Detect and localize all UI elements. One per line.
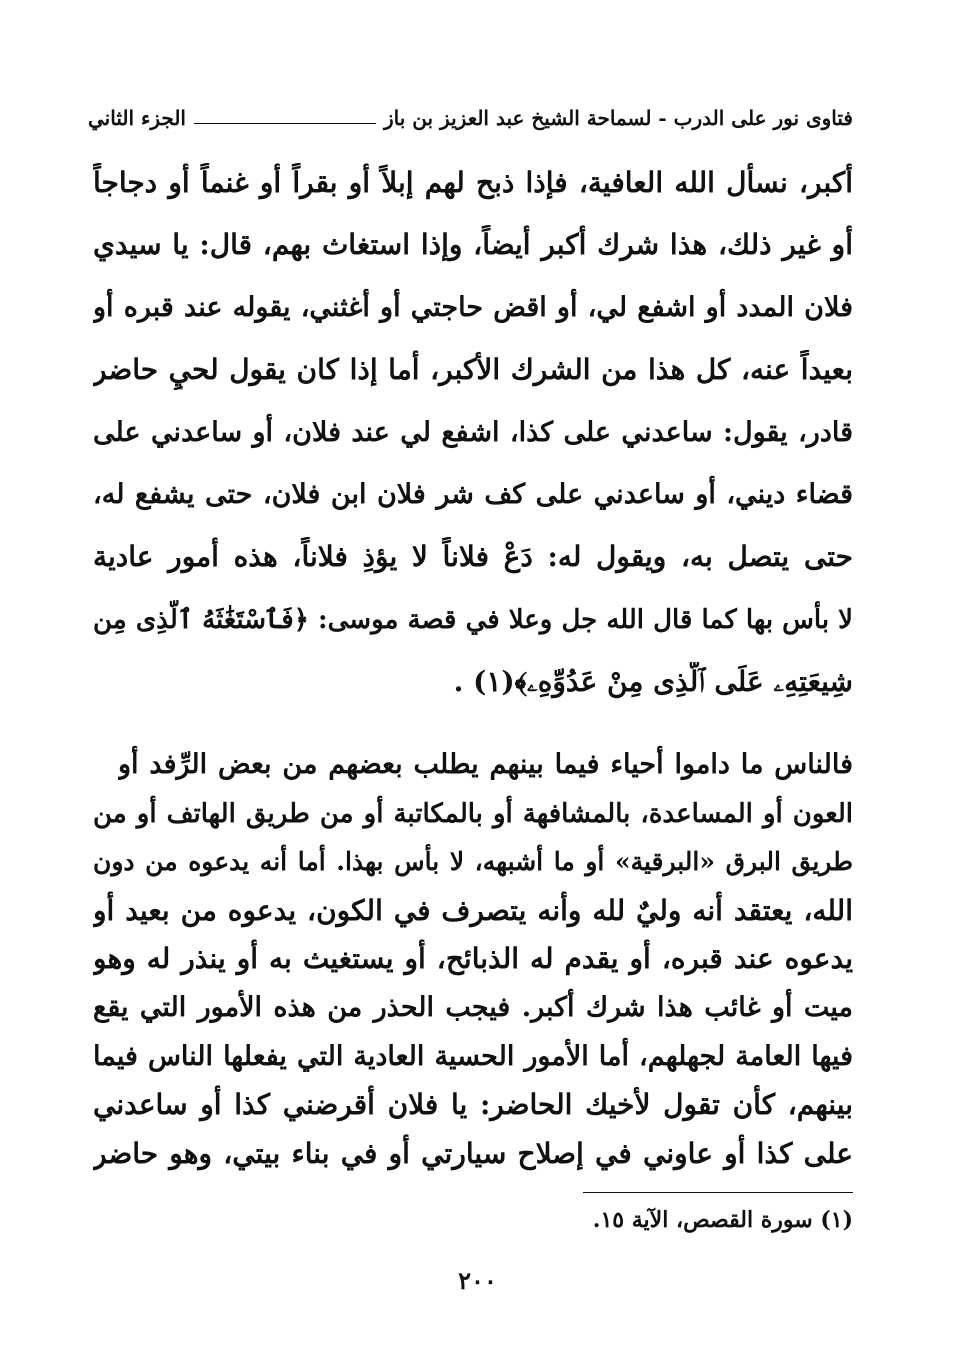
- footnote: (١) سورة القصص، الآية ١٥.: [592, 1207, 853, 1233]
- text-line: ميت أو غائب هذا شرك أكبر. فيجب الحذر من هذه الأمور التي يقع: [93, 992, 853, 1023]
- text-line: يدعوه عند قبره، أو يقدم له الذبائح، أو يستغيث به أو ينذر له وهو: [93, 942, 853, 976]
- quran-verse-line: شِيعَتِهِۦ عَلَى ٱلَّذِى مِنْ عَدُوِّهِۦ﴾(١) .: [453, 665, 853, 699]
- text-line: بعيداً عنه، كل هذا من الشرك الأكبر، أما إذا كان يقول لحيٍ حاضر: [93, 353, 853, 387]
- header-rule: [194, 123, 376, 124]
- text-line: فالناس ما داموا أحياء فيما بينهم يطلب بعضهم من بعض الرِّفد أو: [118, 749, 853, 780]
- text-line: قادر، يقول: ساعدني على كذا، اشفع لي عند فلان، أو ساعدني على: [93, 416, 853, 448]
- text-line: قضاء ديني، أو ساعدني على كف شر فلان ابن فلان، حتى يشفع له،: [93, 479, 853, 510]
- page-number: ٢٠٠: [458, 1266, 497, 1295]
- text-line: بينهم، كأن تقول لأخيك الحاضر: يا فلان أقرضني كذا أو ساعدني: [93, 1088, 853, 1122]
- text-line: حتى يتصل به، ويقول له: دَعْ فلاناً لا يؤذِ فلاناً، هذه أمور عادية: [93, 540, 853, 574]
- part-label: الجزء الثاني: [88, 106, 186, 130]
- text-line: طريق البرق «البرقية» أو ما أشبهه، لا بأس بهذا. أما أنه يدعوه من دون: [93, 847, 853, 877]
- text-line: أكبر، نسأل الله العافية، فإذا ذبح لهم إبلاً أو بقراً أو غنماً أو دجاجاً: [93, 166, 853, 199]
- text-line: على كذا أو عاوني في إصلاح سيارتي أو في بناء بيتي، وهو حاضر: [93, 1136, 853, 1170]
- book-title: فتاوى نور على الدرب - لسماحة الشيخ عبد العزيز بن باز: [384, 106, 853, 130]
- text-line: فيها العامة لجهلهم، أما الأمور الحسية العادية التي يفعلها الناس فيما: [93, 1040, 853, 1072]
- text-line: فلان المدد أو اشفع لي، أو اقض حاجتي أو أغثني، يقوله عند قبره أو: [93, 291, 853, 323]
- footnote-separator: [583, 1192, 853, 1193]
- text-line: لا بأس بها كما قال الله جل وعلا في قصة موسى: ﴿فَٱسْتَغَٰثَهُ ٱلَّذِى مِن: [93, 604, 853, 635]
- text-line: أو غير ذلك، هذا شرك أكبر أيضاً، وإذا استغاث بهم، قال: يا سيدي: [93, 228, 853, 262]
- text-line: الله، يعتقد أنه وليٌ لله وأنه يتصرف في الكون، يدعوه من بعيد أو: [93, 893, 853, 927]
- running-header: [88, 103, 853, 133]
- text-line: العون أو المساعدة، بالمشافهة أو بالمكاتبة أو من طريق الهاتف أو من: [93, 798, 853, 829]
